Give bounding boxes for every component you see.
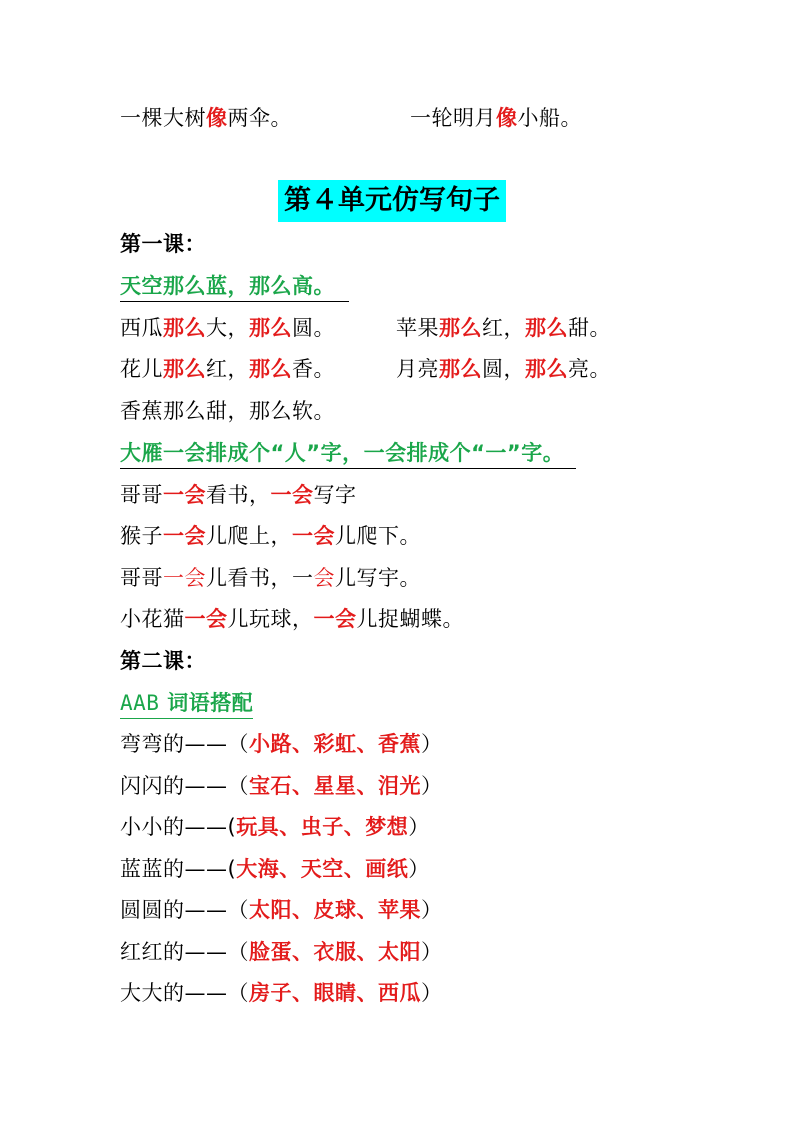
lesson2-subheading [120, 689, 253, 719]
sentence-part: 香。 [292, 357, 335, 381]
keyword: 那么 [163, 357, 206, 381]
keyword: 那么 [163, 316, 206, 340]
keyword: 那么 [249, 316, 292, 340]
sentence-part: 月亮 [396, 357, 439, 381]
lesson2-heading: 第二课： [120, 649, 206, 673]
sentence-part: 圆。 [292, 316, 335, 340]
sentence-part: 亮。 [568, 357, 611, 381]
open-paren: （ [227, 898, 249, 922]
sentence-part: 小船。 [517, 106, 582, 130]
sentence-part: 儿看书，一 [206, 566, 314, 590]
lesson1-pattern1 [120, 272, 349, 302]
word: 红红的—— [120, 940, 228, 964]
answers: 玩具、虫子、梦想 [236, 815, 409, 839]
keyword: 一会 [292, 524, 335, 548]
top-sentence-line [120, 104, 292, 132]
sentence-part: 儿玩球， [227, 607, 314, 631]
word: 蓝蓝的—— [120, 857, 228, 881]
sentence-part: 哥哥 [120, 566, 163, 590]
keyword: 一会 [163, 566, 206, 590]
keyword: 那么 [439, 316, 482, 340]
example-line [120, 481, 357, 509]
sentence-part: 西瓜 [120, 316, 163, 340]
close-paren: ） [421, 732, 443, 756]
close-paren: ） [408, 857, 430, 881]
lesson1-heading: 第一课： [120, 232, 206, 256]
sentence-part: 哥哥 [120, 483, 163, 507]
list-item [120, 772, 443, 800]
word: 闪闪的—— [120, 774, 228, 798]
answers: 脸蛋、衣服、太阳 [249, 940, 421, 964]
keyword: 像 [496, 106, 518, 130]
keyword: 一会 [184, 607, 228, 631]
sentence-part: 圆， [482, 357, 525, 381]
sentence-part: 甜。 [568, 316, 611, 340]
sentence-part: 儿写宇。 [335, 566, 421, 590]
word: 圆圆的—— [120, 898, 228, 922]
list-item [120, 855, 430, 883]
sentence-part: 看书， [206, 483, 271, 507]
keyword: 那么 [439, 357, 482, 381]
subheading-text: 词语搭配 [159, 691, 254, 715]
answers: 房子、眼睛、西瓜 [249, 981, 421, 1005]
open-paren: （ [227, 940, 249, 964]
word: 小小的—— [120, 815, 228, 839]
sentence-part: 儿爬上， [206, 524, 292, 548]
example-line [120, 314, 611, 342]
open-paren: （ [227, 774, 249, 798]
example-second-column [396, 355, 611, 383]
page-title: 第４单元仿写句子 [278, 180, 506, 222]
sentence-part: 猴子 [120, 524, 163, 548]
sentence-part: 一轮明月 [410, 106, 496, 130]
sentence-part: 红， [206, 357, 249, 381]
subheading-underlined [120, 689, 253, 719]
list-item [120, 979, 443, 1007]
answers: 大海、天空、画纸 [236, 857, 409, 881]
keyword: 像 [206, 106, 228, 130]
example-line [120, 605, 464, 633]
list-item [120, 730, 443, 758]
sentence-part: 儿捉蝴蝶。 [356, 607, 464, 631]
keyword: 一会 [270, 483, 314, 507]
sentence-part: 两伞。 [227, 106, 292, 130]
keyword: 会 [313, 566, 335, 590]
list-item [120, 896, 443, 924]
word: 大大的—— [120, 981, 228, 1005]
keyword: 一会 [163, 483, 206, 507]
open-paren: （ [227, 732, 249, 756]
sentence-part: 苹果 [396, 316, 439, 340]
close-paren: ） [421, 981, 443, 1005]
example-line: 香蕉那么甜，那么软。 [120, 399, 335, 423]
example-line [120, 522, 421, 550]
sentence-part: 小花猫 [120, 607, 185, 631]
sentence-part: 写字 [313, 483, 357, 507]
keyword: 那么 [525, 316, 568, 340]
answers: 宝石、星星、泪光 [249, 774, 421, 798]
sentence-part: 花儿 [120, 357, 163, 381]
example-line [120, 355, 611, 383]
list-item [120, 938, 443, 966]
list-item [120, 813, 430, 841]
close-paren: ） [408, 815, 430, 839]
answers: 太阳、皮球、苹果 [249, 898, 421, 922]
example-line [120, 564, 421, 592]
lesson1-pattern2 [120, 439, 576, 469]
keyword: 那么 [525, 357, 568, 381]
sentence-part: 红， [482, 316, 525, 340]
keyword: 一会 [163, 524, 206, 548]
pattern-sentence: 大雁一会排成个“人”字，一会排成个“一”字。 [120, 439, 576, 469]
sentence-part: 大， [206, 316, 249, 340]
close-paren: ） [421, 898, 443, 922]
pattern-sentence: 天空那么蓝，那么高。 [120, 272, 349, 302]
open-paren: ( [227, 815, 237, 839]
sentence-part: 儿爬下。 [335, 524, 421, 548]
open-paren: （ [227, 981, 249, 1005]
sentence-part: 一棵大树 [120, 106, 206, 130]
open-paren: ( [227, 857, 237, 881]
example-second-column [396, 314, 611, 342]
top-sentence-line-2 [410, 104, 582, 132]
keyword: 一会 [313, 607, 357, 631]
subheading-latin: AAB [120, 691, 160, 715]
close-paren: ） [421, 940, 443, 964]
answers: 小路、彩虹、香蕉 [249, 732, 421, 756]
word: 弯弯的—— [120, 732, 228, 756]
keyword: 那么 [249, 357, 292, 381]
close-paren: ） [421, 774, 443, 798]
